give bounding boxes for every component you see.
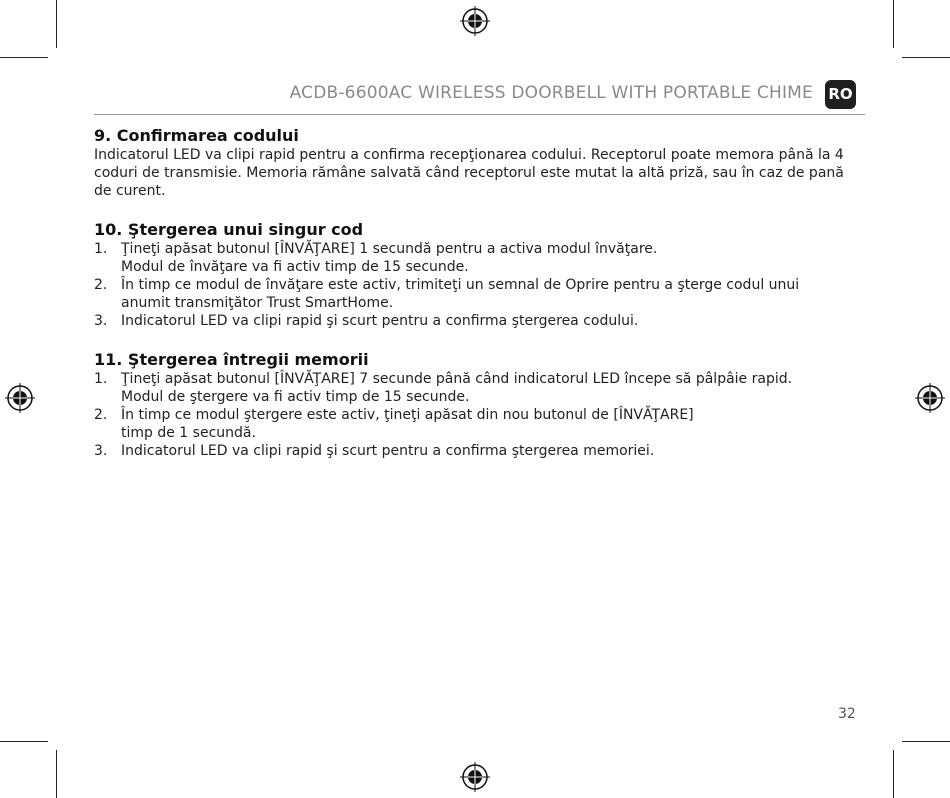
crop-mark [893, 750, 894, 798]
crop-mark [902, 57, 950, 58]
step-text: Ţineţi apăsat butonul [ÎNVĂŢARE] 7 secunde până când indicatorul LED începe să pâlpâie rapid. [121, 371, 793, 387]
crop-mark [902, 741, 950, 742]
page-content [94, 126, 854, 480]
step-number: 3. [94, 313, 108, 329]
registration-mark-icon [460, 762, 490, 792]
crop-mark [893, 0, 894, 48]
registration-mark-icon [460, 6, 490, 36]
step-text: anumit transmiţător Trust SmartHome. [121, 295, 394, 311]
section-heading: 11. Ştergerea întregii memorii [94, 350, 369, 369]
crop-mark [56, 0, 57, 48]
section-confirm-code [94, 126, 854, 200]
section-paragraph: Indicatorul LED va clipi rapid pentru a confirma recepţionarea codului. Receptorul poate memora până la 4 coduri de transmisie. Memoria rămâne salvată când receptorul este mutat la altă priză, sau în caz de pană de curent. [94, 147, 844, 199]
list-item [94, 442, 854, 460]
step-text: Modul de învăţare va fi activ timp de 15 secunde. [121, 259, 469, 275]
header-divider [94, 114, 865, 115]
crop-mark [0, 57, 48, 58]
step-number: 1. [94, 241, 108, 257]
section-delete-single-code [94, 220, 854, 330]
registration-mark-icon [5, 383, 35, 413]
language-badge: RO [825, 80, 856, 109]
step-text: Modul de ştergere va fi activ timp de 15 secunde. [121, 389, 470, 405]
steps-list [94, 240, 854, 330]
step-text: În timp ce modul de învăţare este activ, trimiteţi un semnal de Oprire pentru a şterge codul unui [121, 277, 800, 293]
step-text: Ţineţi apăsat butonul [ÎNVĂŢARE] 1 secundă pentru a activa modul învăţare. [121, 241, 658, 257]
page-number: 32 [838, 706, 856, 722]
step-text: timp de 1 secundă. [121, 425, 256, 441]
step-text: Indicatorul LED va clipi rapid şi scurt pentru a confirma ştergerea codului. [121, 313, 639, 329]
crop-mark [56, 750, 57, 798]
step-text: În timp ce modul ştergere este activ, ţineţi apăsat din nou butonul de [ÎNVĂŢARE] [121, 407, 694, 423]
steps-list [94, 370, 854, 460]
step-number: 2. [94, 407, 108, 423]
section-heading: 10. Ştergerea unui singur cod [94, 220, 364, 239]
section-delete-all-memory [94, 350, 854, 460]
step-number: 3. [94, 443, 108, 459]
registration-mark-icon [915, 383, 945, 413]
list-item [94, 406, 854, 442]
step-text: Indicatorul LED va clipi rapid şi scurt pentru a confirma ştergerea memoriei. [121, 443, 655, 459]
list-item [94, 312, 854, 330]
step-number: 2. [94, 277, 108, 293]
list-item [94, 370, 854, 406]
document-title: ACDB-6600AC WIRELESS DOORBELL WITH PORTABLE CHIME [289, 83, 813, 103]
crop-mark [0, 741, 48, 742]
list-item [94, 240, 854, 276]
list-item [94, 276, 854, 312]
section-heading: 9. Confirmarea codului [94, 126, 299, 145]
step-number: 1. [94, 371, 108, 387]
